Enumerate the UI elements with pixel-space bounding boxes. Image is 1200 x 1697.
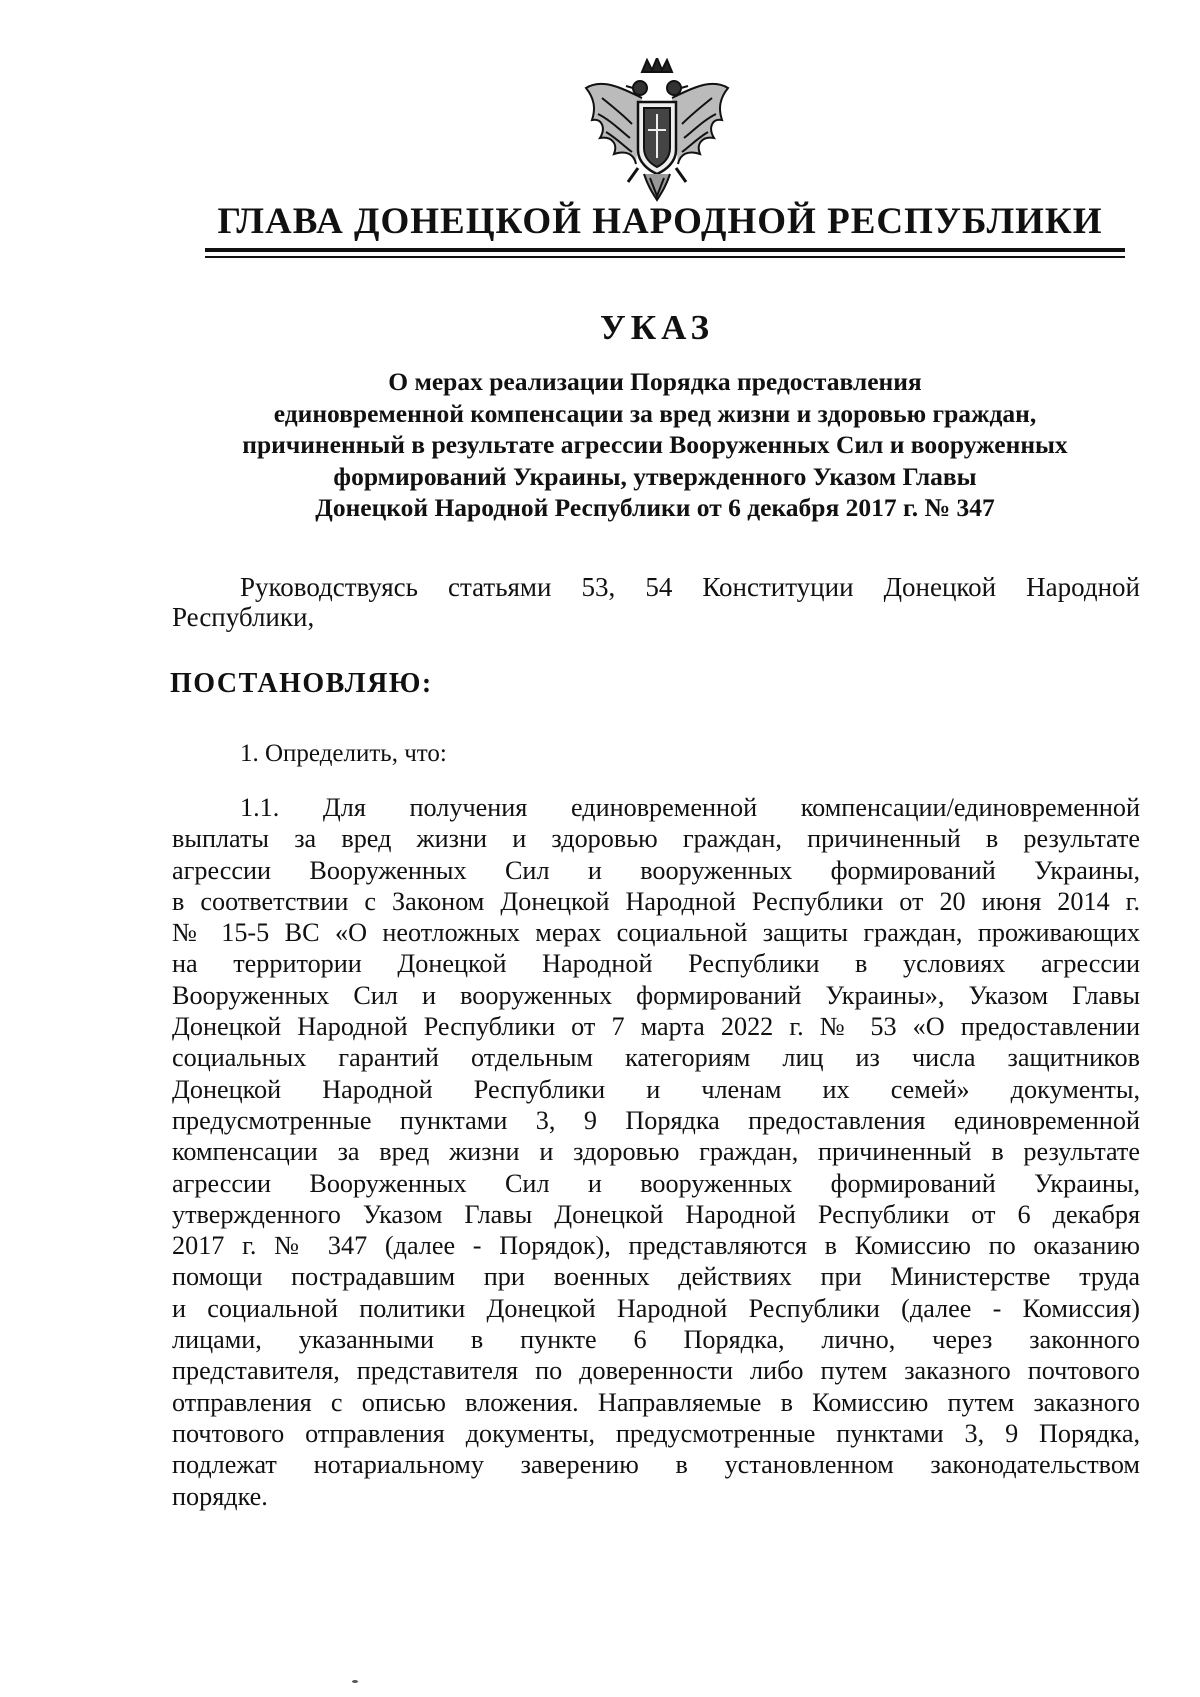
paragraph-line: 2017 г. № 347 (далее - Порядок), представляются в Комиссию по оказанию: [172, 1231, 1140, 1261]
paragraph-line: почтового отправления документы, предусмотренные пунктами 3, 9 Порядка,: [172, 1418, 1140, 1448]
paragraph-line: утвержденного Указом Главы Донецкой Народной Республики от 6 декабря: [172, 1199, 1140, 1229]
paragraph-line: выплаты за вред жизни и здоровью граждан, причиненный в результате: [172, 824, 1140, 854]
header-rule-thin: [205, 256, 1125, 258]
item-1-1-paragraph: [172, 792, 1140, 1512]
paragraph-line: Вооруженных Сил и вооруженных формирований Украины», Указом Главы: [172, 980, 1140, 1010]
subject-line: единовременной компенсации за вред жизни и здоровью граждан,: [273, 398, 1037, 428]
paragraph-line: подлежат нотариальному заверению в установленном законодательством: [172, 1450, 1140, 1480]
paragraph-line: представителя, представителя по доверенности либо путем заказного почтового: [172, 1356, 1140, 1386]
subject-line: О мерах реализации Порядка предоставления: [388, 367, 922, 396]
subject-line: Донецкой Народной Республики от 6 декабря 2017 г. № 347: [315, 493, 995, 522]
paragraph-line: социальных гарантий отдельным категориям лиц из числа защитников: [172, 1043, 1140, 1073]
subject-line: формирований Украины, утвержденного Указом Главы: [333, 461, 977, 491]
paragraph-line: отправления с описью вложения. Направляемые в Комиссию путем заказного: [172, 1387, 1140, 1417]
document-type: УКАЗ: [600, 308, 714, 347]
dpr-coat-of-arms-icon: [582, 58, 732, 204]
paragraph-line: Донецкой Народной Республики и членам их семей» документы,: [172, 1074, 1140, 1104]
preamble-paragraph: Руководствуясь статьями 53, 54 Конституции Донецкой Народной Республики,: [172, 572, 1140, 632]
paragraph-line: лицами, указанными в пункте 6 Порядка, лично, через законного: [172, 1325, 1140, 1355]
paragraph-line: предусмотренные пунктами 3, 9 Порядка предоставления единовременной: [172, 1105, 1140, 1135]
header-rule-thick: [205, 248, 1125, 252]
subject-line: причиненный в результате агрессии Вооруженных Сил и вооруженных: [242, 430, 1068, 459]
paragraph-line: агрессии Вооруженных Сил и вооруженных формирований Украины,: [172, 855, 1140, 885]
item-1: 1. Определить, что:: [240, 740, 447, 767]
paragraph-line: порядке.: [172, 1481, 268, 1511]
paragraph-line: на территории Донецкой Народной Республики в условиях агрессии: [172, 949, 1140, 979]
paragraph-line: в соответствии с Законом Донецкой Народной Республики от 20 июня 2014 г.: [172, 886, 1140, 916]
paragraph-line: 1.1. Для получения единовременной компенсации/единовременной: [240, 793, 1140, 822]
organization-title: ГЛАВА ДОНЕЦКОЙ НАРОДНОЙ РЕСПУБЛИКИ: [217, 201, 1103, 242]
paragraph-line: компенсации за вред жизни и здоровью граждан, причиненный в результате: [172, 1137, 1140, 1167]
scan-speck: [352, 1680, 358, 1683]
paragraph-line: и социальной политики Донецкой Народной Республики (далее - Комиссия): [172, 1293, 1140, 1323]
paragraph-line: агрессии Вооруженных Сил и вооруженных формирований Украины,: [172, 1168, 1140, 1198]
document-subject: [170, 366, 1140, 524]
decree-word: ПОСТАНОВЛЯЮ:: [170, 668, 433, 699]
paragraph-line: № 15-5 ВС «О неотложных мерах социальной защиты граждан, проживающих: [172, 918, 1140, 948]
paragraph-line: помощи пострадавшим при военных действиях при Министерстве труда: [172, 1262, 1140, 1292]
paragraph-line: Донецкой Народной Республики от 7 марта 2022 г. № 53 «О предоставлении: [172, 1012, 1140, 1042]
